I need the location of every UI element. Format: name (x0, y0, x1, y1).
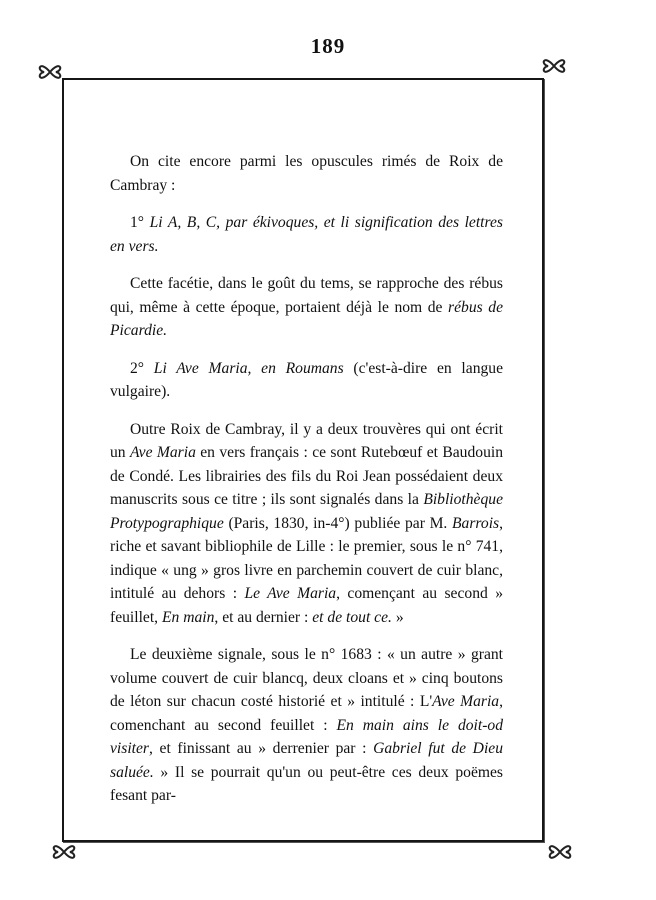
paragraph-segment-italic: Gabriel fut de Dieu saluée. (110, 740, 503, 781)
paragraph-segment-italic: Barrois (452, 514, 500, 532)
paragraph-segment: Le deuxième signale, sous le n° 1683 : « un autre » grant volume couvert de cuir blancq, deux cloans et » cinq boutons de léton sur chacun costé historié et » intitulé : L' (110, 646, 503, 710)
paragraph-segment: , et finissant au » derrenier par : (148, 740, 374, 757)
paragraph-segment: 1° (130, 214, 150, 231)
corner-ornament-bottom-left-icon (48, 836, 80, 868)
body-text (110, 150, 503, 808)
paragraph-segment: en vers français : ce sont Rutebœuf et Baudouin de Condé. Les librairies des fils du Roi Jean possédaient deux manuscrits sous ce titre ; ils sont signalés dans la (110, 444, 503, 508)
paragraph-segment: , et au dernier : (214, 608, 313, 626)
paragraph-segment-italic: Bibliothèque Protypographique (110, 491, 503, 532)
paragraph-segment: » (391, 608, 404, 626)
paragraph-segment: Outre Roix de Cambray, il y a deux trouvères qui ont écrit un (110, 420, 503, 461)
paragraph-segment-italic: Le Ave Maria (244, 585, 337, 602)
paragraph-segment: Cette facétie, dans le goût du tems, se rapproche des rébus qui, même à cette époque, portaient déjà le nom de (110, 275, 503, 316)
paragraph-segment-italic: Ave Maria (432, 693, 500, 710)
corner-ornament-top-right-icon (538, 50, 570, 82)
paragraph-segment: , comenchant au second feuillet : (110, 693, 504, 734)
paragraph-item-2 (110, 357, 503, 404)
paragraph-deuxieme (110, 643, 503, 808)
corner-ornament-top-left-icon (34, 56, 66, 88)
paragraph-segment: On cite encore parmi les opuscules rimés de Roix de Cambray : (110, 153, 503, 194)
paragraph-segment: (c'est-à-dire en langue vulgaire). (110, 359, 504, 400)
paragraph-segment: 2° (130, 359, 154, 377)
paragraph-outre (110, 418, 503, 630)
paragraph-facetie (110, 272, 503, 343)
corner-ornament-bottom-right-icon (544, 836, 576, 868)
paragraph-segment-italic: Li A, B, C, par ékivoques, et li signification des lettres en vers. (110, 214, 503, 255)
paragraph-segment: » Il se pourrait qu'un ou peut-être ces deux poëmes fesant par- (110, 763, 503, 804)
paragraph-segment-italic: Ave Maria (129, 444, 196, 461)
paragraph-segment: , començant au second » feuillet, (110, 585, 503, 626)
paragraph-segment-italic: En main (161, 608, 215, 626)
paragraph-segment-italic: rébus de Picardie. (110, 298, 503, 339)
paragraph-segment-italic: Li Ave Maria, en Roumans (153, 359, 344, 377)
paragraph-segment: (Paris, 1830, in-4°) publiée par M. (223, 514, 453, 532)
paragraph-segment: , riche et savant bibliophile de Lille : le premier, sous le n° 741, indique « ung » gros livre en parchemin couvert de cuir blanc, intitulé au dehors : (110, 514, 503, 602)
paragraph-segment-italic: En main ains le doit-od visiter (110, 716, 503, 757)
paragraph-intro (110, 150, 503, 197)
paragraph-item-1 (110, 211, 503, 258)
paragraph-segment-italic: et de tout ce. (312, 608, 392, 626)
page-number: 189 (310, 34, 346, 58)
